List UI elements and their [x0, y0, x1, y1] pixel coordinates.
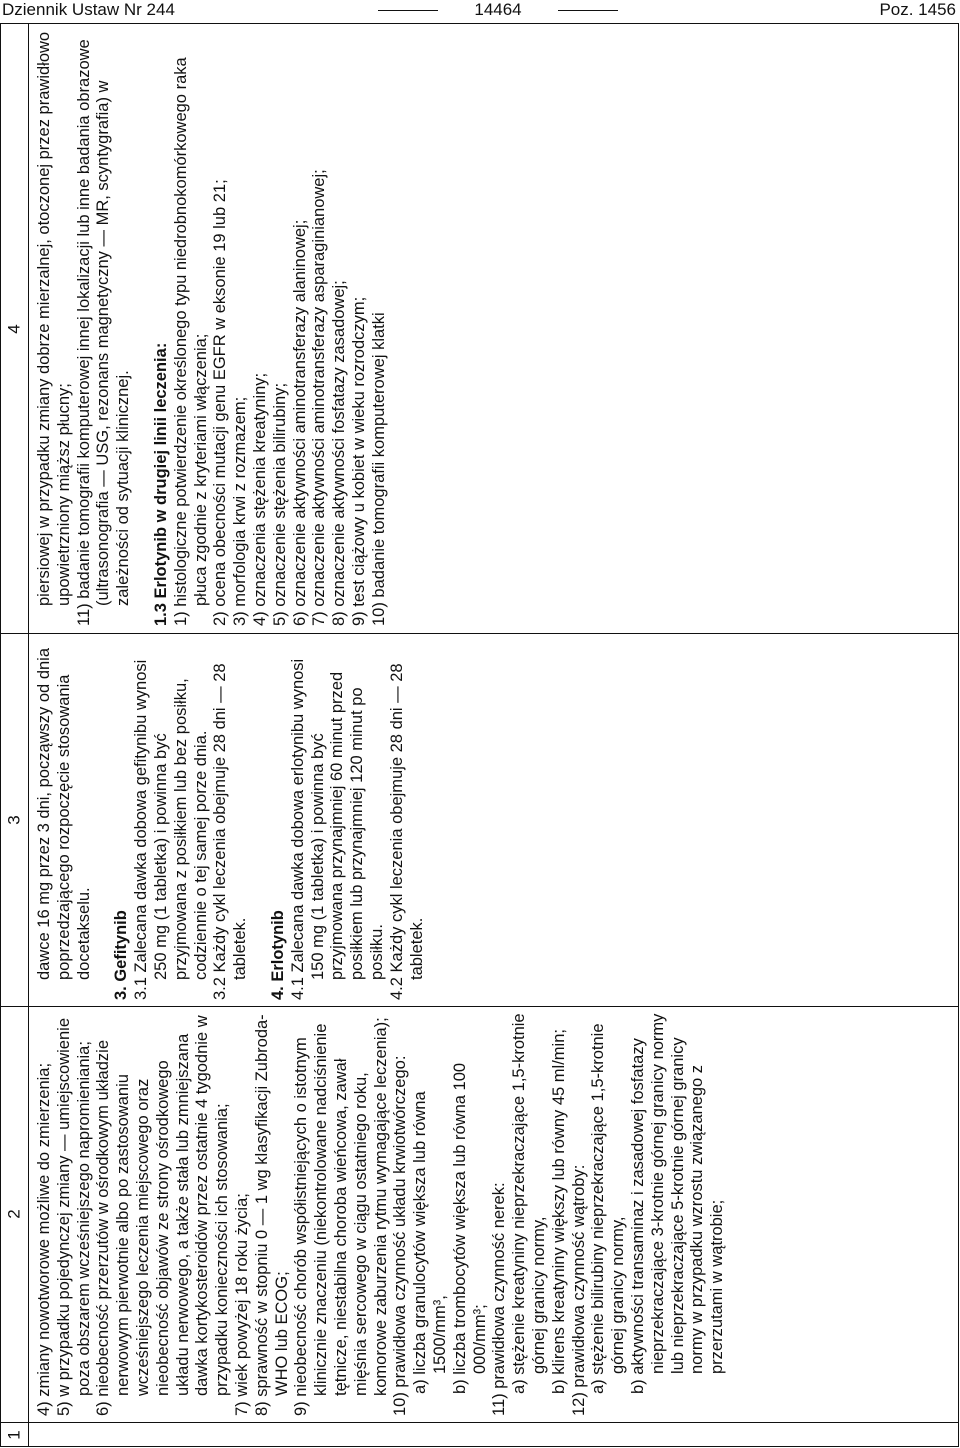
table-paragraph: 4) oznaczenia stężenia kreatyniny; — [250, 372, 269, 626]
table-paragraph: a) stężenie kreatyniny nieprzekraczające 1,5-krotnie górnej granicy normy, — [510, 1013, 548, 1394]
table-paragraph — [94, 634, 112, 1000]
table-paragraph — [134, 26, 152, 626]
table-paragraph: b) liczba trombocytów większa lub równa 100 000/mm³; — [450, 1062, 489, 1394]
table-paragraph: 3) morfologia krwi z rozmazem; — [231, 396, 250, 626]
table-paragraph: 9) test ciążowy u kobiet w wieku rozrodczym; — [349, 296, 368, 626]
journal-title: Dziennik Ustaw Nr 244 — [2, 0, 175, 19]
table-paragraph: b) klirens kreatyniny większy lub równy 45 ml/min; — [549, 1029, 568, 1394]
table-paragraph: 8) oznaczenie aktywności fosfatazy zasadowej; — [330, 280, 349, 626]
table-paragraph: 4) zmiany nowotworowe możliwe do zmierzenia; — [35, 1062, 53, 1416]
col-number-2: 2 — [5, 1209, 24, 1219]
table-paragraph: 7) wiek powyżej 18 roku życia; — [232, 1193, 251, 1416]
table-paragraph: 11) prawidłowa czynność nerek: — [490, 1182, 509, 1416]
column-1-content — [31, 1008, 959, 1420]
table-paragraph: 5) w przypadku pojedynczej zmiany — umiejscowienie poza obszarem wcześniejszego napromieniania; — [54, 1017, 93, 1416]
section-heading: 4. Erlotynib — [268, 910, 287, 1000]
table-paragraph: 8) sprawność w stopniu 0 — 1 wg klasyfikacji Zubroda-WHO lub ECOG; — [252, 1014, 291, 1416]
page-number: 14464 — [378, 0, 618, 20]
section-heading: 1.3 Erlotynib w drugiej linii leczenia: — [151, 342, 170, 626]
page-header — [0, 0, 960, 22]
table-paragraph: a) liczba granulocytów większa lub równa 1500/mm³, — [411, 1091, 449, 1394]
table-paragraph: 3.2 Każdy cykl leczenia obejmuje 28 dni — 28 tabletek. — [211, 663, 250, 1000]
table-paragraph: 4.2 Każdy cykl leczenia obejmuje 28 dni — 28 tabletek. — [387, 663, 426, 1000]
table-paragraph: dawce 16 mg przez 3 dni, począwszy od dnia poprzedzającego rozpoczęcie stosowania docetakselu. — [35, 647, 93, 980]
table-paragraph: 11) badanie tomografii komputerowej innej lokalizacji lub inne badania obrazowe (ultrasonografia — USG, rezonans magnetyczny — MR, scyntygrafia) w zależności od sytuacji klinicznej. — [74, 39, 133, 626]
col-divider-3 — [1, 1422, 958, 1423]
col-number-4: 4 — [5, 323, 24, 334]
table-paragraph: 9) nieobecność chorób współistniejących o istotnym klinicznie znaczeniu (niekontrolowane nadciśnienie tętnicze, niestabilna choroba wieńcowa, zawał mięśnia sercowego w ciągu ostatniego roku, komorowe zaburzenia rytmu wymagające leczenia); — [292, 1017, 390, 1416]
table-paragraph: piersiowej w przypadku zmiany dobrze mierzalnej, otoczonej przez prawidłowo upowietrzniony miąższ płucny; — [35, 31, 73, 606]
table-paragraph: 2) ocena obecności mutacji genu EGFR w eksonie 19 lub 21; — [211, 179, 230, 626]
table-paragraph: 5) oznaczenie stężenia bilirubiny; — [270, 382, 289, 626]
col-number-1: 1 — [5, 1430, 24, 1440]
table-paragraph: 4.1 Zalecana dawka dobowa erlotynibu wynosi 150 mg (1 tabletka) i powinna być przyjmowana przynajmniej 60 minut przed posiłkiem lub przynajmniej 120 minut po posiłku. — [288, 658, 386, 1000]
section-heading: 3. Gefitynib — [112, 910, 131, 1000]
col-divider-2 — [1, 1006, 958, 1007]
legal-table — [0, 23, 959, 1447]
table-paragraph: 1) histologiczne potwierdzenie określonego typu niedrobnokomórkowego raka płuca zgodnie z kryteriami włączenia; — [171, 57, 210, 626]
table-paragraph: 6) oznaczenie aktywności aminotransferazy alaninowej; — [290, 219, 309, 626]
table-paragraph: 3.1 Zalecana dawka dobowa gefitynibu wynosi 250 mg (1 tabletka) i powinna być przyjmowana z posiłkiem lub bez posiłku, codziennie o tej samej porze dnia. — [132, 659, 210, 1000]
table-paragraph — [251, 634, 269, 1000]
table-paragraph: a) stężenie bilirubiny nieprzekraczające 1,5-krotnie górnej granicy normy, — [589, 1023, 628, 1394]
table-paragraph: b) aktywności transaminaz i zasadowej fosfatazy nieprzekraczające 3-krotnie górnej granicy normy lub nieprzekraczające 5-krotnie górnej granicy normy w przypadku wzrostu związanego z przerzutami w wątrobie; — [628, 1013, 727, 1394]
table-paragraph: 7) oznaczenie aktywności aminotransferazy asparaginianowej; — [310, 169, 329, 626]
table-paragraph: 6) nieobecność przerzutów w ośrodkowym układzie nerwowym pierwotnie albo po zastosowaniu wcześniejszego leczenia miejscowego oraz nieobecność objawów ze strony ośrodkowego układu nerwowego, a także stała lub zmniejszana dawka kortykosteroidów przez ostatnie 4 tygodnie w przypadku konieczności ich stosowania; — [94, 1015, 232, 1416]
position-number: Poz. 1456 — [879, 0, 956, 19]
col-number-3: 3 — [5, 814, 24, 825]
table-paragraph: 10) badanie tomografii komputerowej klatki — [369, 312, 388, 626]
table-paragraph: 10) prawidłowa czynność układu krwiotwórczego: — [391, 1055, 410, 1416]
column-3-content — [31, 26, 959, 630]
column-2-content — [31, 634, 959, 1004]
table-paragraph: 12) prawidłowa czynność wątroby: — [569, 1164, 588, 1416]
